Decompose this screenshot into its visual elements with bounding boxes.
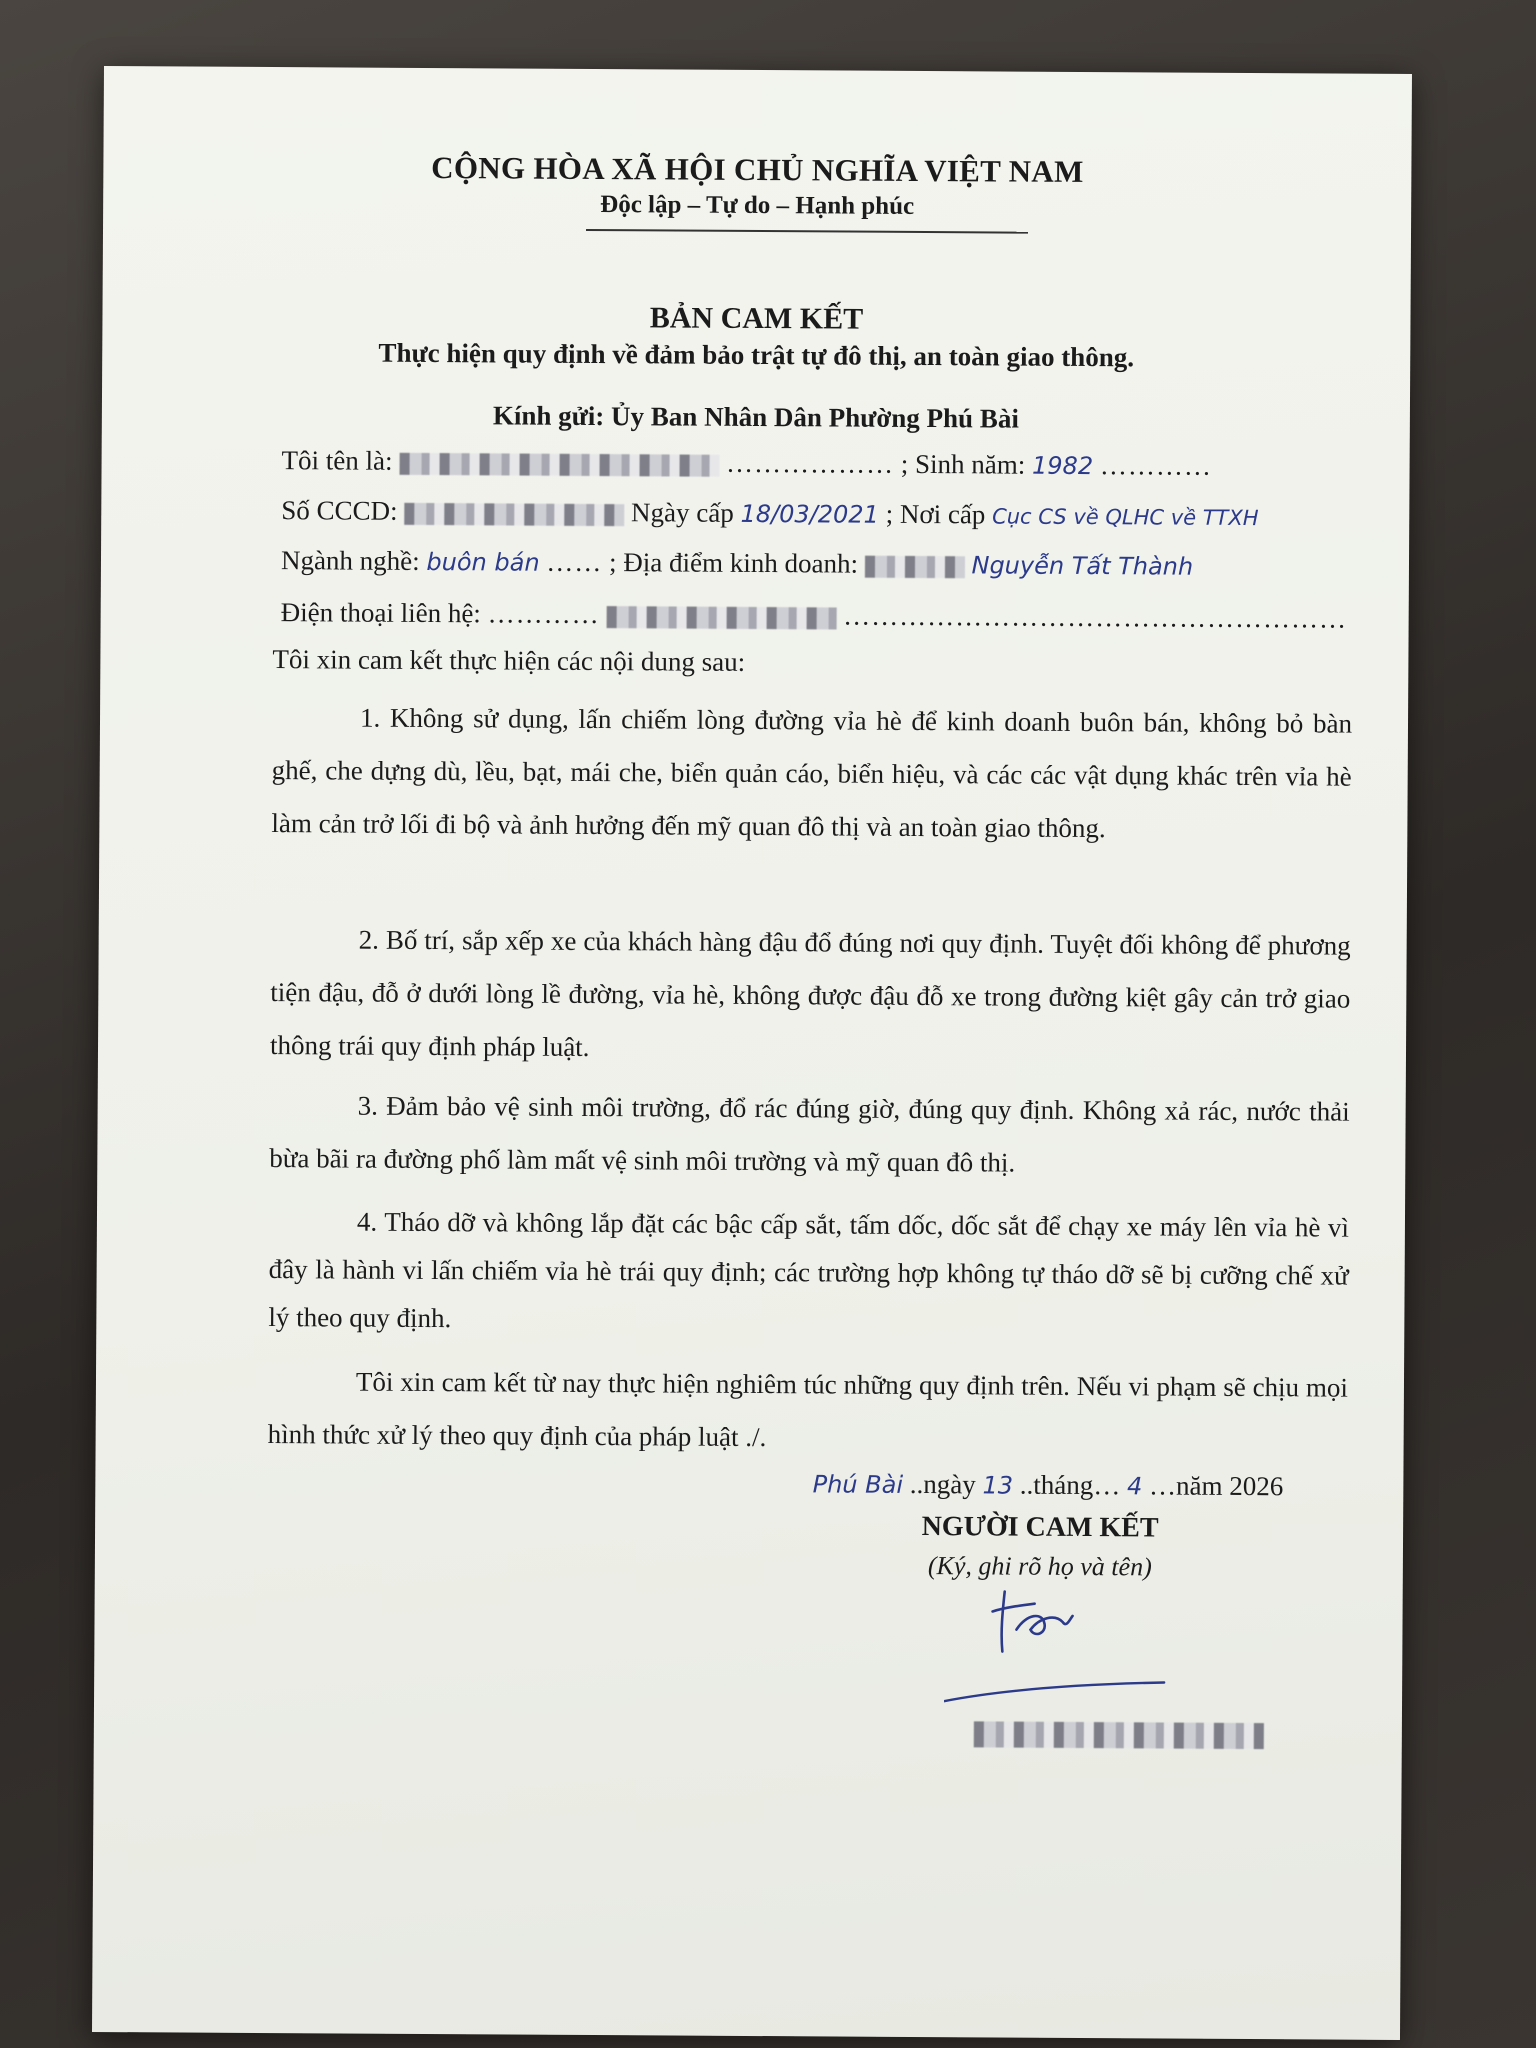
- birth-year-value: 1982: [1031, 451, 1094, 481]
- phone-dots-a: …………: [487, 598, 600, 630]
- signer-name-blur: [974, 1721, 1264, 1749]
- addressee-line: Kính gửi: Ủy Ban Nhân Dân Phường Phú Bài: [492, 400, 1019, 434]
- document-page: [92, 66, 1412, 2040]
- job-dots: ……: [546, 546, 603, 578]
- place-value: Phú Bài: [812, 1470, 904, 1499]
- month-label: ..tháng…: [1019, 1469, 1121, 1501]
- signer-name-redaction: [974, 1721, 1264, 1749]
- birth-year-label: ; Sinh năm:: [900, 448, 1026, 480]
- document-subtitle: Thực hiện quy định về đảm bảo trật tự đô thị, an toàn giao thông.: [378, 337, 1135, 373]
- handwritten-signature: [944, 1571, 1205, 1713]
- id-label: Số CCCD:: [281, 495, 398, 526]
- document-title: BẢN CAM KẾT: [649, 301, 864, 336]
- intro-text: Tôi xin cam kết thực hiện các nội dung sau:: [272, 644, 746, 677]
- place-date-line: [813, 1468, 1284, 1502]
- issue-date-label: Ngày cấp: [631, 497, 734, 528]
- phone-redaction: [606, 606, 836, 629]
- name-dots: ………………: [725, 447, 895, 479]
- phone-dots-b: ………………………………………………: [843, 600, 1348, 634]
- commitment-3: 3. Đảm bảo vệ sinh môi trường, đổ rác đúng giờ, đúng quy định. Không xả rác, nước thải bừa bãi ra đường phố làm mất vệ sinh môi trường và mỹ quan đô thị.: [269, 1090, 1350, 1178]
- location-value: Nguyễn Tất Thành: [971, 551, 1194, 581]
- name-label: Tôi tên là:: [281, 445, 393, 476]
- commitment-4: 4. Tháo dỡ và không lắp đặt các bậc cấp sắt, tấm dốc, dốc sắt để chạy xe máy lên vỉa hè vì đây là hành vi lấn chiếm vỉa hè trái quy định; các trường hợp không tự tháo dỡ sẽ bị cưỡng chế xử lý theo quy định.: [268, 1206, 1350, 1334]
- signer-title: NGƯỜI CAM KẾT: [921, 1511, 1159, 1544]
- month-value: 4: [1126, 1472, 1143, 1501]
- name-redaction: [399, 453, 719, 477]
- commitment-2: 2. Bố trí, sắp xếp xe của khách hàng đậu đổ đúng nơi quy định. Tuyệt đối không để phương tiện đậu, đỗ ở dưới lòng lề đường, vỉa hè, không được đậu đỗ xe trong đường kiệt gây cản trở giao thông trái quy định pháp luật.: [269, 924, 1351, 1062]
- signer-note: (Ký, ghi rõ họ và tên): [927, 1551, 1152, 1582]
- phone-label: Điện thoại liên hệ:: [280, 597, 481, 629]
- job-label: Ngành nghề:: [280, 545, 420, 576]
- job-value: buôn bán: [426, 547, 540, 577]
- issue-place-label: ; Nơi cấp: [885, 498, 986, 530]
- issue-date-value: 18/03/2021: [740, 499, 879, 529]
- closing-statement: Tôi xin cam kết từ nay thực hiện nghiêm túc những quy định trên. Nếu vi phạm sẽ chịu mọi hình thức xử lý theo quy định của pháp luật ./.: [267, 1366, 1349, 1453]
- issue-place-value: Cục CS về QLHC về TTXH: [992, 504, 1259, 531]
- job-field-line: [281, 545, 1349, 583]
- location-label: ; Địa điểm kinh doanh:: [608, 547, 859, 579]
- phone-field-line: [281, 597, 1349, 635]
- id-field-line: [281, 495, 1349, 533]
- nation-heading: CỘNG HÒA XÃ HỘI CHỦ NGHĨA VIỆT NAM: [431, 150, 1084, 189]
- day-label: ..ngày: [909, 1468, 976, 1500]
- year-label: …năm 2026: [1149, 1470, 1284, 1502]
- name-field-line: [282, 445, 1350, 483]
- nation-motto: Độc lập – Tự do – Hạnh phúc: [600, 191, 915, 220]
- commitment-1: 1. Không sử dụng, lấn chiếm lòng đường vỉa hè để kinh doanh buôn bán, không bỏ bàn ghế, che dựng dù, lều, bạt, mái che, biển quản cáo, biển hiệu, và các các vật dụng khác trên vỉa hè làm cản trở lối đi bộ và ảnh hưởng đến mỹ quan đô thị và an toàn giao thông.: [271, 702, 1353, 844]
- location-redaction: [865, 555, 965, 578]
- id-redaction: [404, 503, 624, 526]
- birth-year-dots: …………: [1099, 450, 1212, 481]
- day-value: 13: [982, 1471, 1014, 1500]
- motto-underline: [586, 229, 1028, 234]
